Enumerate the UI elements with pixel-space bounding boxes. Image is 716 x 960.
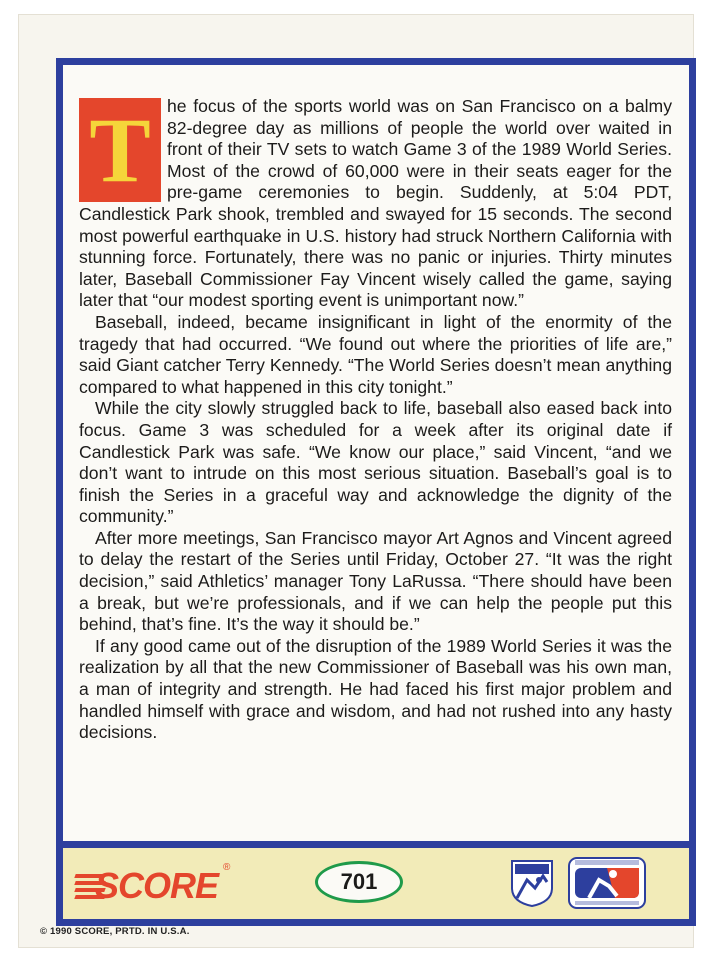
mlbpa-logo-icon (509, 858, 555, 908)
story-paragraph-5: If any good came out of the disruption of the 1989 World Series it was the realization by all that the new Commissioner of Baseball was his own man, a man of integrity and strength. He had faced his first major problem and handled himself with grace and wisdom, and had not rushed into any hasty decisions. (79, 635, 672, 743)
story-text-panel (63, 65, 689, 841)
card-number: 701 (340, 869, 378, 894)
card-footer-strip (63, 848, 689, 919)
card-frame (56, 58, 696, 926)
mlb-logo-icon (567, 856, 647, 910)
copyright-text: © 1990 SCORE, PRTD. IN U.S.A. (40, 926, 190, 937)
drop-cap-letter: T (79, 98, 161, 202)
registered-mark: ® (223, 862, 231, 873)
story-paragraph-2: Baseball, indeed, became insignificant in light of the enormity of the tragedy that had occurred. “We found out where the priorities of life are,” said Giant catcher Terry Kennedy. “The World Series doesn’t mean anything compared to what happened in this city tonight.” (79, 311, 672, 397)
score-brand-text: SCORE (95, 865, 219, 906)
card-back (18, 14, 694, 948)
score-logo (75, 862, 235, 906)
story-paragraph-1: he focus of the sports world was on San Francisco on a balmy 82-degree day as millions of people the world over waited in front of their TV sets to watch Game 3 of the 1989 World Series. Most of the crowd of 60,000 were in their seats eager for the pre-game ceremonies to begin. Suddenly, at 5:04 PDT, Candlestick Park shook, trembled and swayed for 15 seconds. The second most powerful earthquake in U.S. history had struck Northern California with stunning force. Fortunately, there was no panic or injuries. Thirty minutes later, Baseball Commissioner Fay Vincent wisely called the game, saying later that “our modest sporting event is unimportant now.” (79, 96, 672, 311)
story-paragraph-4: After more meetings, San Francisco mayor Art Agnos and Vincent agreed to delay the restart of the Series until Friday, October 27. “It was the right decision,” said Athletics’ manager Tony LaRussa. “There should have been a break, but we’re professionals, and if we can help the people put this behind, that’s fine. It’s the way it should be.” (79, 527, 672, 635)
card-number-badge (315, 861, 403, 903)
story-paragraph-3: While the city slowly struggled back to life, baseball also eased back into focus. Game 3 was scheduled for a week after its original date if Candlestick Park was safe. “We know our place,” said Vincent, “and we don’t want to intrude on this most serious situation. Baseball’s goal is to finish the Series in a graceful way and acknowledge the dignity of the community.” (79, 398, 672, 527)
